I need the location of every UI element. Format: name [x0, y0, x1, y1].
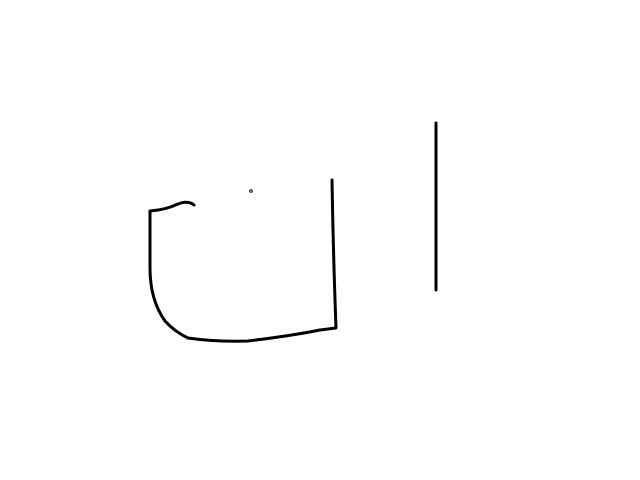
dot-stroke	[250, 190, 253, 193]
left-hook-stroke	[150, 202, 194, 211]
